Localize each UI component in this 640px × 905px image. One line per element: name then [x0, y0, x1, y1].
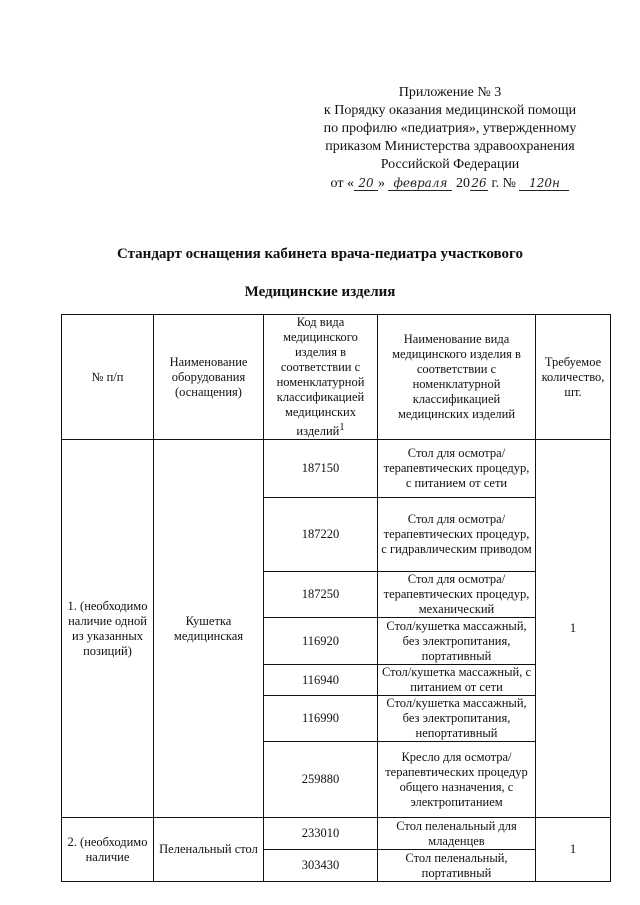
- item-name: Стол для осмотра/терапевтических процедур, с питанием от сети: [378, 440, 536, 498]
- item-name: Стол для осмотра/терапевтических процедур, механический: [378, 572, 536, 618]
- item-name: Стол пеленальный для младенцев: [378, 818, 536, 850]
- group-num: 2. (необходимо наличие: [62, 818, 154, 882]
- table-header-row: [62, 315, 611, 440]
- item-name: Стол для осмотра/терапевтических процедур, с гидравлическим приводом: [378, 498, 536, 572]
- year-prefix: 20: [455, 176, 470, 191]
- handwritten-order-number: 120н: [519, 176, 569, 191]
- group-equipment: Кушетка медицинская: [154, 440, 264, 818]
- appendix-line: приказом Министерства здравоохранения: [325, 139, 575, 154]
- page-title: Стандарт оснащения кабинета врача-педиатра участкового: [117, 246, 523, 262]
- item-code: 187220: [264, 498, 378, 572]
- header-name: Наименование вида медицинского изделия в соответствии с номенклатурной классификацией медицинских изделий: [378, 315, 536, 440]
- appendix-line: Российской Федерации: [380, 157, 520, 172]
- header-equipment: Наименование оборудования (оснащения): [154, 315, 264, 440]
- item-name: Кресло для осмотра/терапевтических процедур общего назначения, с электропитанием: [378, 742, 536, 818]
- handwritten-year: 26: [471, 176, 487, 190]
- header-code-text: Код вида медицинского изделия в соответствии с номенклатурной классификацией медицинских изделий: [276, 315, 365, 439]
- group-qty: 1: [536, 818, 611, 882]
- order-date-line: [300, 175, 600, 193]
- section-title: Медицинские изделия: [244, 284, 396, 300]
- handwritten-month: февраля: [388, 176, 452, 191]
- item-code: 116920: [264, 618, 378, 665]
- table-row: [62, 818, 611, 850]
- header-qty: Требуемое количество, шт.: [536, 315, 611, 440]
- item-code: 116940: [264, 665, 378, 696]
- item-code: 303430: [264, 850, 378, 882]
- appendix-line: к Порядку оказания медицинской помощи: [323, 103, 577, 118]
- group-num: 1. (необходимо наличие одной из указанных позиций): [62, 440, 154, 818]
- equipment-table: [61, 314, 611, 882]
- item-code: 187150: [264, 440, 378, 498]
- footnote-mark: 1: [339, 422, 345, 433]
- table-row: [62, 440, 611, 498]
- item-code: 233010: [264, 818, 378, 850]
- item-code: 259880: [264, 742, 378, 818]
- item-name: Стол/кушетка массажный, с питанием от сети: [378, 665, 536, 696]
- date-close-quote: »: [377, 176, 385, 191]
- group-equipment: Пеленальный стол: [154, 818, 264, 882]
- appendix-block: [300, 84, 600, 193]
- header-num: № п/п: [62, 315, 154, 440]
- group-qty: 1: [536, 440, 611, 818]
- header-code: [264, 315, 378, 440]
- item-code: 187250: [264, 572, 378, 618]
- item-name: Стол пеленальный, портативный: [378, 850, 536, 882]
- appendix-line: Приложение № 3: [398, 85, 502, 100]
- year-label: г. №: [491, 176, 516, 191]
- item-code: 116990: [264, 696, 378, 742]
- handwritten-day: 20: [354, 176, 378, 191]
- date-prefix: от «: [330, 176, 354, 191]
- item-name: Стол/кушетка массажный, без электропитания, непортативный: [378, 696, 536, 742]
- appendix-line: по профилю «педиатрия», утвержденному: [323, 121, 577, 136]
- item-name: Стол/кушетка массажный, без электропитания, портативный: [378, 618, 536, 665]
